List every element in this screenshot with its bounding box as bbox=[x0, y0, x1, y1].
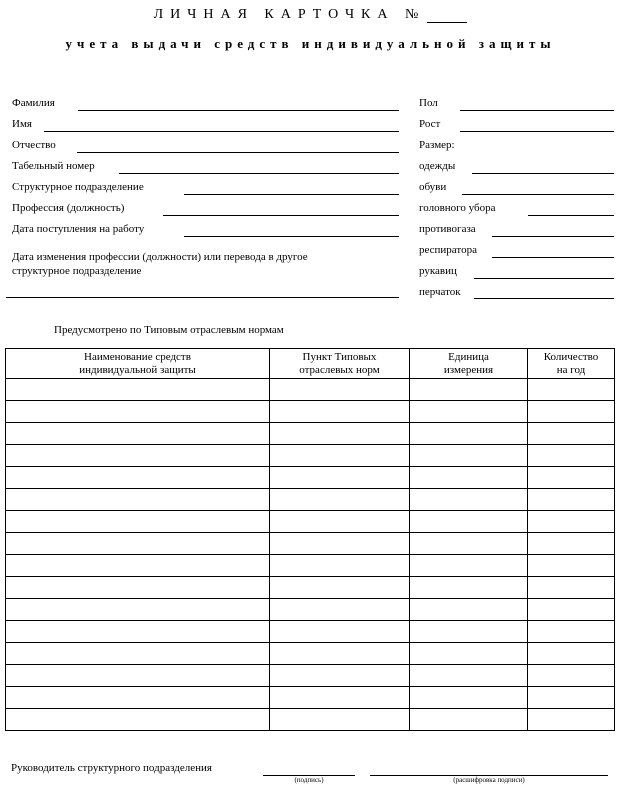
table-row bbox=[6, 709, 615, 731]
shoe-size-label: обуви bbox=[419, 181, 447, 193]
profession-label: Профессия (должность) bbox=[12, 202, 125, 214]
cell-norm-item[interactable] bbox=[270, 599, 410, 621]
name-field[interactable] bbox=[44, 131, 399, 132]
cell-quantity[interactable] bbox=[528, 401, 615, 423]
cell-norm-item[interactable] bbox=[270, 555, 410, 577]
cell-norm-item[interactable] bbox=[270, 379, 410, 401]
surname-label: Фамилия bbox=[12, 97, 55, 109]
cell-ppe-name[interactable] bbox=[6, 401, 270, 423]
cell-ppe-name[interactable] bbox=[6, 379, 270, 401]
headwear-size-field[interactable] bbox=[528, 215, 614, 216]
cell-ppe-name[interactable] bbox=[6, 577, 270, 599]
cell-unit[interactable] bbox=[410, 379, 528, 401]
cell-unit[interactable] bbox=[410, 555, 528, 577]
cell-quantity[interactable] bbox=[528, 423, 615, 445]
table-row bbox=[6, 599, 615, 621]
cell-unit[interactable] bbox=[410, 687, 528, 709]
gas-mask-size-field[interactable] bbox=[492, 236, 614, 237]
table-row bbox=[6, 665, 615, 687]
surname-field[interactable] bbox=[78, 110, 399, 111]
card-number-field[interactable] bbox=[427, 9, 467, 23]
patronymic-field[interactable] bbox=[77, 152, 399, 153]
card-subtitle: учета выдачи средств индивидуальной защиты bbox=[65, 36, 556, 51]
change-date-field[interactable] bbox=[6, 297, 399, 298]
clothing-size-label: одежды bbox=[419, 160, 456, 172]
shoe-size-field[interactable] bbox=[462, 194, 614, 195]
cell-norm-item[interactable] bbox=[270, 621, 410, 643]
headwear-size-label: головного убора bbox=[419, 202, 496, 214]
cell-norm-item[interactable] bbox=[270, 577, 410, 599]
cell-unit[interactable] bbox=[410, 401, 528, 423]
cell-ppe-name[interactable] bbox=[6, 489, 270, 511]
cell-ppe-name[interactable] bbox=[6, 511, 270, 533]
gloves-size-field[interactable] bbox=[474, 298, 614, 299]
cell-unit[interactable] bbox=[410, 709, 528, 731]
profession-field[interactable] bbox=[163, 215, 399, 216]
cell-norm-item[interactable] bbox=[270, 643, 410, 665]
table-row bbox=[6, 621, 615, 643]
table-row bbox=[6, 445, 615, 467]
table-row bbox=[6, 687, 615, 709]
gloves-size-label: перчаток bbox=[419, 286, 461, 298]
cell-unit[interactable] bbox=[410, 511, 528, 533]
name-label: Имя bbox=[12, 118, 32, 130]
header-norm-item: Пункт Типовых отраслевых норм bbox=[270, 349, 410, 379]
personnel-number-field[interactable] bbox=[119, 173, 399, 174]
cell-norm-item[interactable] bbox=[270, 687, 410, 709]
cell-unit[interactable] bbox=[410, 423, 528, 445]
cell-quantity[interactable] bbox=[528, 555, 615, 577]
card-title bbox=[0, 7, 621, 23]
table-row bbox=[6, 511, 615, 533]
cell-quantity[interactable] bbox=[528, 467, 615, 489]
cell-quantity[interactable] bbox=[528, 489, 615, 511]
cell-quantity[interactable] bbox=[528, 643, 615, 665]
cell-norm-item[interactable] bbox=[270, 511, 410, 533]
cell-ppe-name[interactable] bbox=[6, 643, 270, 665]
ppe-table bbox=[5, 348, 615, 731]
signature-caption: (подпись) bbox=[294, 776, 324, 784]
signature-decoding-caption: (расшифровка подписи) bbox=[453, 776, 525, 784]
change-date-label-line2: структурное подразделение bbox=[12, 265, 142, 277]
cell-ppe-name[interactable] bbox=[6, 555, 270, 577]
mittens-size-label: рукавиц bbox=[419, 265, 457, 277]
change-date-label-line1: Дата изменения профессии (должности) или перевода в другое bbox=[12, 251, 308, 263]
gender-field[interactable] bbox=[460, 110, 614, 111]
respirator-size-field[interactable] bbox=[492, 257, 614, 258]
cell-ppe-name[interactable] bbox=[6, 423, 270, 445]
hire-date-label: Дата поступления на работу bbox=[12, 223, 145, 235]
cell-unit[interactable] bbox=[410, 577, 528, 599]
cell-quantity[interactable] bbox=[528, 511, 615, 533]
cell-ppe-name[interactable] bbox=[6, 709, 270, 731]
cell-quantity[interactable] bbox=[528, 599, 615, 621]
gas-mask-size-label: противогаза bbox=[419, 223, 476, 235]
cell-norm-item[interactable] bbox=[270, 709, 410, 731]
table-row bbox=[6, 577, 615, 599]
patronymic-label: Отчество bbox=[12, 139, 56, 151]
table-row bbox=[6, 489, 615, 511]
cell-ppe-name[interactable] bbox=[6, 467, 270, 489]
cell-norm-item[interactable] bbox=[270, 423, 410, 445]
table-row bbox=[6, 555, 615, 577]
cell-ppe-name[interactable] bbox=[6, 665, 270, 687]
table-row bbox=[6, 401, 615, 423]
gender-label: Пол bbox=[419, 97, 438, 109]
table-row bbox=[6, 467, 615, 489]
cell-unit[interactable] bbox=[410, 599, 528, 621]
respirator-size-label: респиратора bbox=[419, 244, 477, 256]
manager-label: Руководитель структурного подразделения bbox=[11, 762, 212, 774]
cell-quantity[interactable] bbox=[528, 665, 615, 687]
cell-quantity[interactable] bbox=[528, 379, 615, 401]
cell-ppe-name[interactable] bbox=[6, 621, 270, 643]
header-unit: Единица измерения bbox=[410, 349, 528, 379]
card-title-text: ЛИЧНАЯ КАРТОЧКА № bbox=[153, 7, 426, 22]
cell-unit[interactable] bbox=[410, 489, 528, 511]
cell-quantity[interactable] bbox=[528, 533, 615, 555]
department-label: Структурное подразделение bbox=[12, 181, 144, 193]
cell-quantity[interactable] bbox=[528, 577, 615, 599]
department-field[interactable] bbox=[184, 194, 399, 195]
cell-ppe-name[interactable] bbox=[6, 445, 270, 467]
cell-unit[interactable] bbox=[410, 467, 528, 489]
cell-ppe-name[interactable] bbox=[6, 599, 270, 621]
cell-unit[interactable] bbox=[410, 445, 528, 467]
table-header-row bbox=[6, 349, 615, 379]
table-row bbox=[6, 379, 615, 401]
hire-date-field[interactable] bbox=[184, 236, 399, 237]
cell-ppe-name[interactable] bbox=[6, 533, 270, 555]
cell-norm-item[interactable] bbox=[270, 489, 410, 511]
size-heading: Размер: bbox=[419, 139, 455, 151]
personnel-number-label: Табельный номер bbox=[12, 160, 95, 172]
cell-norm-item[interactable] bbox=[270, 401, 410, 423]
cell-quantity[interactable] bbox=[528, 445, 615, 467]
cell-unit[interactable] bbox=[410, 665, 528, 687]
cell-norm-item[interactable] bbox=[270, 445, 410, 467]
cell-ppe-name[interactable] bbox=[6, 687, 270, 709]
header-quantity: Количество на год bbox=[528, 349, 615, 379]
header-ppe-name: Наименование средств индивидуальной защиты bbox=[6, 349, 270, 379]
table-row bbox=[6, 423, 615, 445]
cell-quantity[interactable] bbox=[528, 687, 615, 709]
table-row bbox=[6, 643, 615, 665]
norms-caption: Предусмотрено по Типовым отраслевым нормам bbox=[54, 324, 284, 336]
table-row bbox=[6, 533, 615, 555]
clothing-size-field[interactable] bbox=[472, 173, 614, 174]
cell-quantity[interactable] bbox=[528, 621, 615, 643]
mittens-size-field[interactable] bbox=[474, 278, 614, 279]
cell-unit[interactable] bbox=[410, 643, 528, 665]
height-label: Рост bbox=[419, 118, 441, 130]
height-field[interactable] bbox=[460, 131, 614, 132]
cell-norm-item[interactable] bbox=[270, 533, 410, 555]
cell-unit[interactable] bbox=[410, 533, 528, 555]
cell-norm-item[interactable] bbox=[270, 665, 410, 687]
cell-unit[interactable] bbox=[410, 621, 528, 643]
cell-norm-item[interactable] bbox=[270, 467, 410, 489]
cell-quantity[interactable] bbox=[528, 709, 615, 731]
